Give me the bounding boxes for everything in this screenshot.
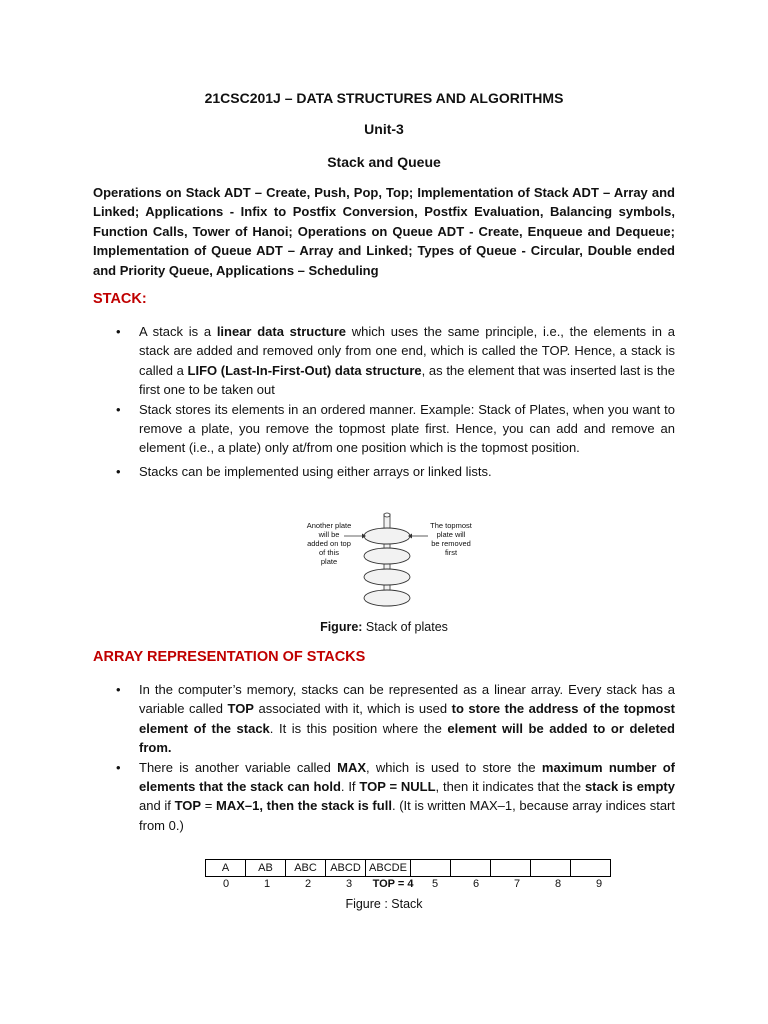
stack-index-label: 6	[472, 878, 480, 890]
stack-cell: ABCDE	[366, 860, 411, 877]
bullet-item	[0, 462, 675, 481]
stack-cell	[531, 860, 571, 877]
stack-heading: STACK:	[93, 291, 147, 307]
bullet-item	[0, 400, 675, 458]
text-run: which uses the same principle, i.e., the elements in a stack are added and removed only from one end, which is called the TOP. Hence, a stack is called a	[139, 324, 675, 378]
bullet-item	[0, 758, 675, 836]
bold-text-run: TOP	[174, 798, 202, 814]
stack-cell	[571, 860, 611, 877]
stack-cell: A	[206, 860, 246, 877]
unit-title: Unit-3	[364, 121, 404, 137]
add-label-line: plate	[320, 557, 338, 566]
rod-top	[384, 513, 390, 517]
caption-text: Stack of plates	[362, 620, 448, 634]
text-run: and if	[139, 798, 175, 814]
stack-index-label: 8	[554, 878, 562, 890]
syllabus-topics: Operations on Stack ADT – Create, Push, Pop, Top; Implementation of Stack ADT – Array and Linked; Applications - Infix to Postfix Conversion, Postfix Evaluation, Balancing symbols, Function Calls, Tower of Hanoi; Operations on Queue ADT - Create, Enqueue and Dequeue; Implementation of Queue ADT – Array and Linked; Types of Queue - Circular, Double ended and Priority Queue, Applications – Scheduling	[93, 185, 675, 278]
stack-array-table	[205, 859, 611, 877]
stack-array-row	[206, 860, 611, 877]
bullet-item	[0, 680, 675, 758]
bold-text-run: element will be added to or deleted from.	[139, 720, 675, 756]
text-run: , which is used to store the	[366, 759, 542, 775]
stack-bullet-list	[0, 322, 675, 481]
text-run: Stacks can be implemented using either arrays or linked lists.	[139, 463, 492, 479]
bullet-icon: •	[116, 401, 121, 417]
array-representation-heading: ARRAY REPRESENTATION OF STACKS	[93, 649, 366, 665]
text-run: A stack is a	[139, 324, 217, 339]
stack-index-label: 2	[304, 878, 312, 890]
text-run: . If	[340, 779, 360, 795]
stack-index-label: 1	[263, 878, 271, 890]
remove-label-line: first	[444, 548, 458, 557]
top-pointer-label: TOP = 4	[372, 878, 414, 890]
array-bullet-list	[0, 680, 675, 835]
plates-illustration	[296, 510, 486, 610]
add-label-line: added on top	[307, 539, 351, 548]
add-label-line: will be	[318, 530, 340, 539]
stack-cell	[451, 860, 491, 877]
text-run: There is another variable called	[139, 759, 338, 775]
bold-text-run: MAX–1, then the stack is full	[216, 798, 392, 814]
array-figure-caption: Figure : Stack	[345, 897, 423, 911]
stack-index-label: 7	[513, 878, 521, 890]
text-run: Stack stores its elements in an ordered manner. Example: Stack of Plates, when you want to remove a plate, you remove the topmost plate first. Hence, you can add and remove an element (i.e., a plate) only at/from one position which is the topmost position.	[139, 401, 675, 456]
remove-label-line: The topmost	[430, 521, 472, 530]
remove-label-line: plate will	[436, 530, 466, 539]
plate	[364, 548, 410, 564]
stack-cell: ABCD	[326, 860, 366, 877]
text-run: . (It is written MAX–1, because array indices start from 0.)	[139, 798, 675, 833]
topic-title: Stack and Queue	[327, 154, 441, 170]
bullet-icon: •	[116, 682, 121, 697]
remove-label-line: be removed	[431, 539, 471, 548]
stack-of-plates-figure	[296, 510, 486, 610]
stack-cell	[491, 860, 531, 877]
stack-index-label: 0	[222, 878, 230, 890]
add-label-line: of this	[318, 548, 340, 557]
bold-text-run: LIFO (Last-In-First-Out) data structure	[187, 362, 422, 378]
bullet-icon: •	[116, 463, 121, 479]
bullet-icon: •	[116, 324, 121, 339]
text-run: associated with it, which is used	[253, 701, 452, 717]
stack-cell: AB	[246, 860, 286, 877]
bullet-icon: •	[116, 759, 121, 775]
bold-text-run: to store the address of the topmost element of the stack	[139, 701, 676, 736]
bold-text-run: TOP	[227, 701, 254, 717]
bold-text-run: stack is empty	[584, 779, 675, 795]
add-label-line: Another plate	[306, 521, 352, 530]
plates-figure-caption	[0, 620, 768, 634]
course-title: 21CSC201J – DATA STRUCTURES AND ALGORITHMS	[204, 90, 564, 106]
bold-text-run: linear data structure	[216, 324, 347, 339]
stack-cell: ABC	[286, 860, 326, 877]
plate	[364, 528, 410, 544]
stack-index-label: 9	[595, 878, 603, 890]
plate	[364, 590, 410, 606]
text-run: In the computer’s memory, stacks can be represented as a linear array. Every stack has a variable called	[139, 682, 675, 717]
bullet-item	[0, 322, 675, 400]
stack-cell	[411, 860, 451, 877]
text-run: , as the element that was inserted last is the first one to be taken out	[139, 362, 675, 398]
bold-text-run: MAX	[337, 759, 366, 775]
bold-text-run: maximum number of elements that the stack can hold	[139, 759, 675, 795]
stack-index-label: 5	[431, 878, 439, 890]
text-run: . It is this position where the	[269, 720, 448, 736]
stack-index-label: 3	[345, 878, 353, 890]
bold-text-run: TOP = NULL	[359, 779, 436, 795]
text-run: , then it indicates that the	[435, 779, 585, 795]
plate	[364, 569, 410, 585]
caption-prefix: Figure:	[320, 620, 363, 634]
array-stack-figure	[205, 859, 621, 893]
text-run: =	[201, 798, 217, 814]
